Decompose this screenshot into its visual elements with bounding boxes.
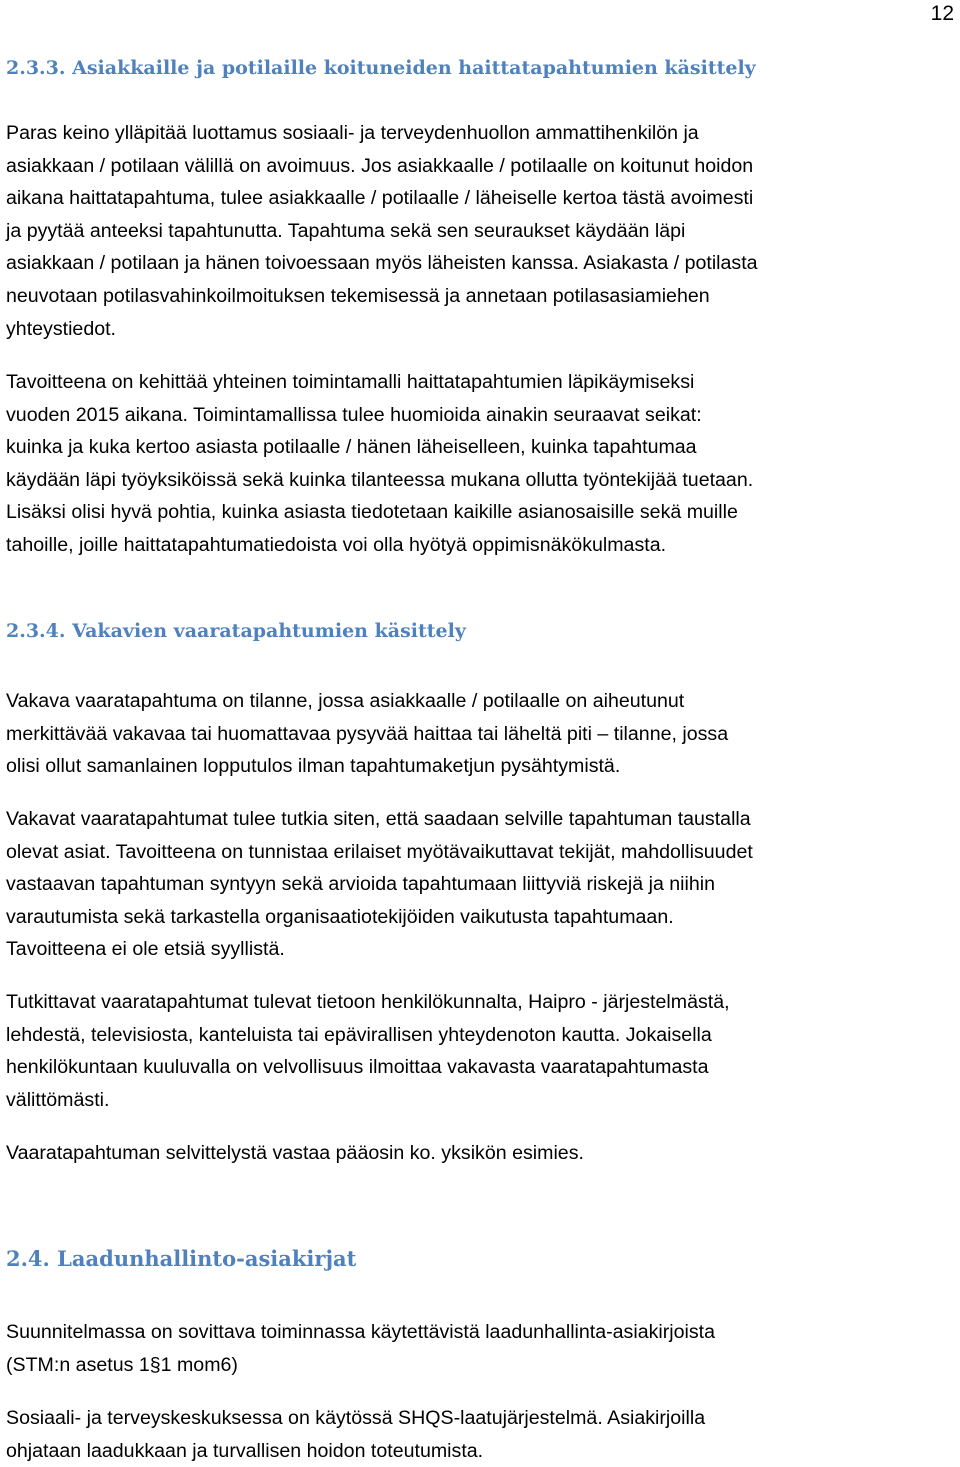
text-line: välittömästi. [6, 1088, 110, 1111]
text-line: ja pyytää anteeksi tapahtunutta. Tapahtuma sekä sen seuraukset käydään läpi [6, 219, 686, 242]
text-line: Tavoitteena ei ole etsiä syyllistä. [6, 938, 285, 961]
paragraph-goal-2015 [6, 366, 956, 562]
text-line: tahoille, joille haittatapahtumatiedoista voi olla hyötyä oppimisnäkökulmasta. [6, 533, 667, 556]
paragraph-shqs [6, 1402, 956, 1467]
text-line: henkilökuntaan kuuluvalla on velvollisuus ilmoittaa vakavasta vaaratapahtumasta [6, 1056, 709, 1079]
paragraph-investigation [6, 803, 956, 966]
paragraph-responsibility [6, 1137, 956, 1170]
text-line: Vakava vaaratapahtuma on tilanne, jossa asiakkaalle / potilaalle on aiheutunut [6, 690, 685, 712]
text-line: (STM:n asetus 1§1 mom6) [6, 1353, 238, 1376]
text-line: aikana haittatapahtuma, tulee asiakkaalle / potilaalle / läheiselle kertoa tästä avoimesti [6, 187, 754, 210]
text-line: vastaavan tapahtuman syntyyn sekä arvioida tapahtumaan liittyviä riskejä ja niihin [6, 873, 716, 896]
paragraph-reporting-sources [6, 986, 956, 1116]
text-line: neuvotaan potilasvahinkoilmoituksen tekemisessä ja annetaan potilasasiamiehen [6, 284, 710, 307]
text-line: olisi ollut samanlainen lopputulos ilman tapahtumaketjun pysähtymistä. [6, 755, 621, 778]
paragraph-serious-incident-definition [6, 685, 956, 783]
text-line: Vakavat vaaratapahtumat tulee tutkia siten, että saadaan selville tapahtuman taustalla [6, 808, 751, 830]
text-line: asiakkaan / potilaan ja hänen toivoessaan myös läheisten kanssa. Asiakasta / potilasta [6, 252, 758, 275]
section-heading-2-3-4: 2.3.4. Vakavien vaaratapahtumien käsittely [6, 620, 466, 642]
paragraph-quality-documents [6, 1316, 956, 1381]
paragraph-openness [6, 117, 956, 345]
page-number: 12 [930, 2, 954, 25]
text-line: Vaaratapahtuman selvittelystä vastaa pääosin ko. yksikön esimies. [6, 1142, 584, 1164]
section-heading-2-3-3: 2.3.3. Asiakkaille ja potilaille koituneiden haittatapahtumien käsittely [6, 57, 756, 79]
text-line: Paras keino ylläpitää luottamus sosiaali- ja terveydenhuollon ammattihenkilön ja [6, 122, 699, 144]
text-line: kuinka ja kuka kertoo asiasta potilaalle / hänen läheiselleen, kuinka tapahtumaa [6, 436, 697, 459]
text-line: varautumista sekä tarkastella organisaatiotekijöiden vaikutusta tapahtumaan. [6, 905, 674, 928]
text-line: Tavoitteena on kehittää yhteinen toimintamalli haittatapahtumien läpikäymiseksi [6, 371, 695, 393]
section-heading-2-4: 2.4. Laadunhallinto-asiakirjat [6, 1246, 357, 1271]
text-line: yhteystiedot. [6, 317, 117, 340]
text-line: lehdestä, televisiosta, kanteluista tai epävirallisen yhteydenoton kautta. Jokaisella [6, 1023, 712, 1046]
text-line: Sosiaali- ja terveyskeskuksessa on käytössä SHQS-laatujärjestelmä. Asiakirjoilla [6, 1407, 706, 1429]
text-line: Lisäksi olisi hyvä pohtia, kuinka asiasta tiedotetaan kaikille asianosaisille sekä muille [6, 501, 738, 524]
text-line: vuoden 2015 aikana. Toimintamallissa tulee huomioida ainakin seuraavat seikat: [6, 403, 702, 426]
text-line: olevat asiat. Tavoitteena on tunnistaa erilaiset myötävaikuttavat tekijät, mahdollisuudet [6, 840, 753, 863]
text-line: Suunnitelmassa on sovittava toiminnassa käytettävistä laadunhallinta-asiakirjoista [6, 1321, 716, 1343]
text-line: käydään läpi työyksiköissä sekä kuinka tilanteessa mukana ollutta työntekijää tuetaan. [6, 468, 754, 491]
text-line: Tutkittavat vaaratapahtumat tulevat tietoon henkilökunnalta, Haipro - järjestelmästä, [6, 991, 730, 1013]
text-line: ohjataan laadukkaan ja turvallisen hoidon toteutumista. [6, 1439, 484, 1462]
text-line: merkittävää vakavaa tai huomattavaa pysyvää haittaa tai läheltä piti – tilanne, jossa [6, 722, 729, 745]
text-line: asiakkaan / potilaan välillä on avoimuus. Jos asiakkaalle / potilaalle on koitunut hoidon [6, 154, 754, 177]
